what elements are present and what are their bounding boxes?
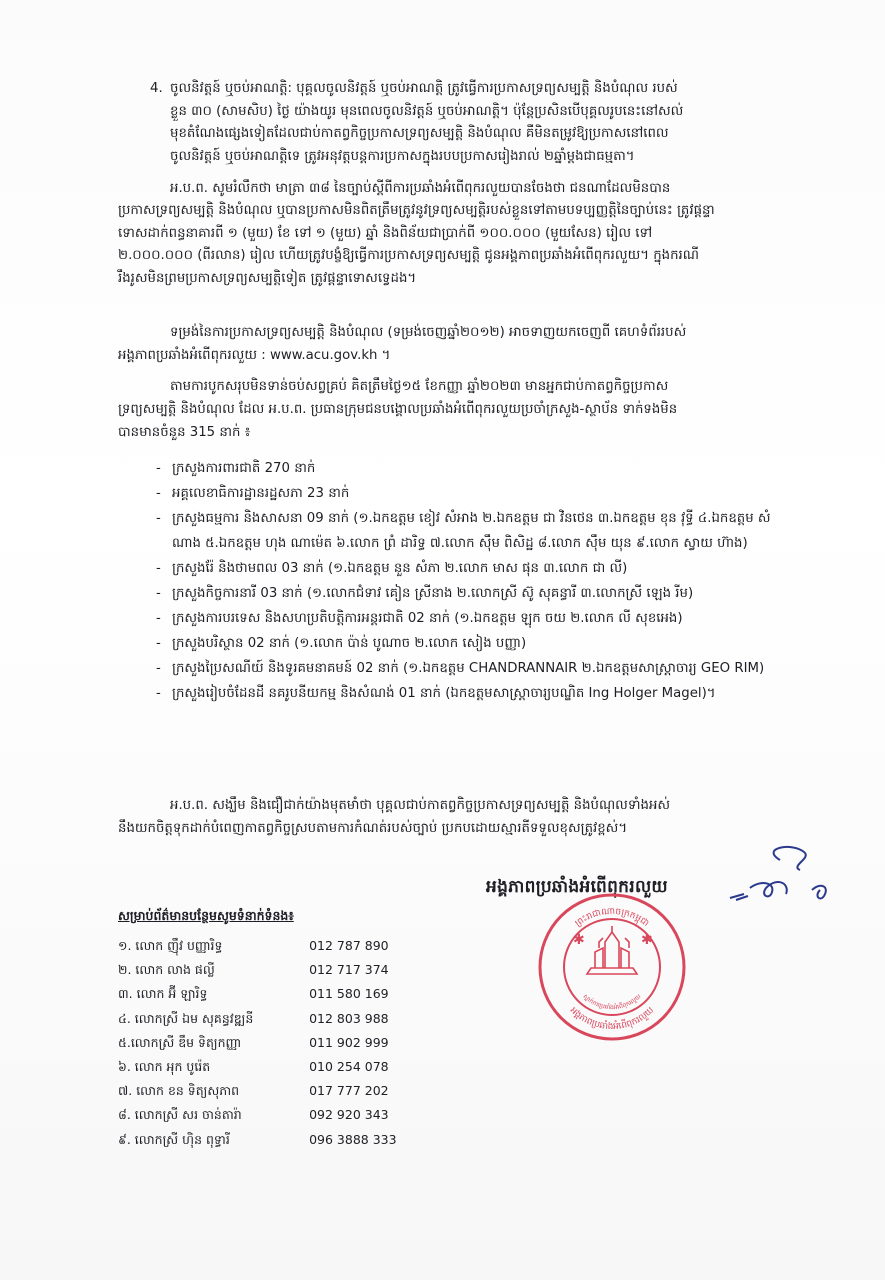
section4-line: ចូលនិវត្តន៍ ឬចប់អាណត្តិ: បុគ្គលចូលនិវត្តន៍ ឬចប់អាណត្តិ ត្រូវធ្វើការប្រកាសទ្រព្យសម្បត្តិ និងបំណុល របស់: [170, 81, 678, 96]
svg-text:ស្នាក់ការប្រឆាំងអំពើពុករលួយ: [582, 993, 643, 1011]
forms-paragraph: [170, 322, 790, 345]
ministry-item: - ក្រសួងការពារជាតិ 270 នាក់: [156, 456, 796, 481]
contact-name: ៧. លោក ខន ទិត្យសុភាព: [118, 1083, 240, 1099]
section4-line: ចូលនិវត្តន៍ ឬចប់អាណត្តិទេ ត្រូវអនុវត្តបន្តការប្រកាសក្នុងរបបប្រកាសរៀងរាល់ ២ឆ្នាំម្តងជាធម្មតា។: [170, 148, 635, 164]
contact-name: ៦. លោក អុក បូរ៉េត: [118, 1058, 211, 1074]
ministry-item: - ក្រសួងធម្មការ និងសាសនា 09 នាក់ (១.ឯកឧត្តម ខៀវ សំអាង ២.ឯកឧត្តម ជា វិនថេន ៣.ឯកឧត្តម ខុន វុទ្ធី ៤.ឯកឧត្តម សំ ណាង ៥.ឯកឧត្តម ហុង ណាម៉េត ៦.លោក ព្រំ ដារិទ្ធ ៧.លោក ស៊ឹម ពិសិដ្ឋ ៨.លោក ស៊ឹម យុន ៩.លោក ស្វាយ ហ៊ាង): [156, 506, 796, 556]
contact-phone[interactable]: 011 902 999: [309, 1034, 389, 1050]
contact-name: ៨. លោកស្រី សរ ចាន់តារ៉ា: [118, 1107, 242, 1123]
svg-text:ព្រះរាជាណាចក្រកម្ពុជា: [574, 907, 651, 929]
ministry-item: - ក្រសួងការបរទេស និងសហប្រតិបត្តិការអន្តរជាតិ 02 នាក់ (១.ឯកឧត្តម ឡុក ចយ ២.លោក លី សុខអេង): [156, 606, 796, 631]
contact-phone[interactable]: 012 803 988: [309, 1010, 389, 1026]
forms-paragraph-cont: [118, 345, 790, 368]
closing-line: អ.ប.ព. សង្ឃឹម និងជឿជាក់យ៉ាងមុតមាំថា បុគ្គលជាប់កាតព្វកិច្ចប្រកាសទ្រព្យសម្បត្តិ និងបំណុលទាំងអស់: [170, 798, 671, 813]
contact-phone[interactable]: 012 787 890: [309, 938, 389, 953]
section4-line: ខ្លួន ៣០ (សាមសិប) ថ្ងៃ យ៉ាងយូរ មុនពេលចូលនិវត្តន៍ ឬចប់អាណត្តិ។ ប៉ុន្តែប្រសិនបើបុគ្គលរូបនេះនៅសល់: [170, 103, 684, 119]
contact-name: ២. លោក លាង ផល្លី: [118, 962, 215, 978]
contact-row: [118, 1055, 418, 1079]
contact-row: [118, 1007, 418, 1031]
contact-name: ៩. លោកស្រី ហ៊ិន ពុទ្ធារី: [118, 1131, 230, 1147]
contact-phone[interactable]: 010 254 078: [309, 1058, 389, 1074]
section-number: 4.: [150, 81, 163, 96]
contact-row: [118, 934, 418, 958]
ministry-item: - អគ្គលេខាធិការដ្ឋានរដ្ឋសភា 23 នាក់: [156, 481, 796, 506]
ministry-item: - ក្រសួងកិច្ចការនារី 03 នាក់ (១.លោកជំទាវ គៀន ស្រីនាង ២.លោកស្រី ស៊ូ សុគន្ធារី ៣.លោកស្រី ឡេង រីម): [156, 581, 796, 606]
contact-row: [118, 1128, 418, 1152]
contact-name: ៤. លោកស្រី ឯម សុគន្ធវឌ្ឍនី: [118, 1010, 254, 1026]
stats-paragraph-cont: [118, 399, 790, 444]
contact-row: [118, 1103, 418, 1127]
contact-name: ៣. លោក អ៊ី ឡារិទ្ធ: [118, 986, 208, 1002]
seal-top-text: ព្រះរាជាណាចក្រកម្ពុជា: [573, 906, 651, 929]
contact-phone[interactable]: 011 580 169: [309, 986, 389, 1002]
seal-star-icon: ✱: [573, 932, 585, 948]
contact-phone[interactable]: 096 3888 333: [309, 1131, 397, 1147]
ministry-item: - ក្រសួងរ៉ែ និងថាមពល 03 នាក់ (១.ឯកឧត្តម នួន សំភា ២.លោក មាស ផុន ៣.លោក ជា លី): [156, 556, 796, 581]
reminder-line: ទោសដាក់ពន្ធនាគារពី ១ (មួយ) ខែ ទៅ ១ (មួយ) ឆ្នាំ និងពិន័យជាប្រាក់ពី ១០០.០០០ (មួយសែន) រៀល ទៅ: [118, 225, 653, 241]
official-seal: [537, 892, 687, 1042]
section4-line: មុខតំណែងផ្សេងទៀតដែលជាប់កាតព្វកិច្ចប្រកាសទ្រព្យសម្បត្តិ និងបំណុល គឺមិនតម្រូវឱ្យប្រកាសនៅពេល: [170, 126, 669, 141]
section4-paragraph: [170, 78, 790, 168]
reminder-line: ប្រកាសទ្រព្យសម្បត្តិ និងបំណុល ឬបានប្រកាសមិនពិតត្រឹមត្រូវនូវទ្រព្យសម្បត្តិរបស់ខ្លួនទៅតាមបទប្បញ្ញត្តិនៃច្បាប់នេះ ត្រូវផ្តន្ទា: [118, 203, 715, 218]
contact-phone[interactable]: 092 920 343: [309, 1107, 389, 1123]
ministry-item: - ក្រសួងបរិស្ថាន 02 នាក់ (១.លោក ប៉ាន់ បូណាច ២.លោក សៀង បញ្ញា): [156, 631, 796, 656]
ministry-list: [156, 456, 796, 706]
reminder-line: ២.០០០.០០០ (ពីរលាន) រៀល ហើយត្រូវបង្ខំឱ្យធ្វើការប្រកាសទ្រព្យសម្បត្តិ ជូនអង្គភាពប្រឆាំងអំពើពុករលួយ។ ក្នុងករណី: [118, 248, 699, 263]
stats-line: បានមានចំនួន 315 នាក់ ៖: [118, 424, 251, 440]
temple-icon: [587, 926, 637, 974]
contact-phone[interactable]: 012 717 374: [309, 962, 389, 978]
reminder-paragraph-cont: [118, 200, 790, 290]
agency-name: អង្គភាពប្រឆាំងអំពើពុករលួយ: [486, 877, 668, 897]
stats-paragraph: [170, 376, 790, 399]
closing-line: នឹងយកចិត្តទុកដាក់បំពេញកាតព្វកិច្ចស្របតាមការកំណត់របស់ច្បាប់ ប្រកបដោយស្មារតីទទួលខុសត្រូវខ្ពស់។: [118, 821, 628, 836]
contact-phone[interactable]: 017 777 202: [309, 1083, 389, 1099]
reminder-paragraph: [118, 178, 790, 201]
closing-paragraph: [170, 795, 790, 818]
contact-name: ៥.លោកស្រី ឌឹម ទិត្យកញ្ញា: [118, 1034, 242, 1050]
seal-inner-text: ស្នាក់ការប្រឆាំងអំពើពុករលួយ: [581, 993, 643, 1012]
contact-name: ១. លោក ញ៉ឹវ បញ្ញារិទ្ធ: [118, 938, 223, 953]
reminder-line: អ.ប.ព. សូមរំលឹកថា មាត្រា ៣៨ នៃច្បាប់ស្តីពីការប្រឆាំងអំពើពុករលួយបានចែងថា ជនណាដែលមិនបាន: [170, 181, 671, 196]
contacts-list: [118, 934, 418, 1152]
seal-star-icon: ✱: [641, 932, 653, 948]
contacts-title: សម្រាប់ព័ត៌មានបន្ថែមសូមទំនាក់ទំនង៖: [118, 908, 294, 923]
contact-row: [118, 1031, 418, 1055]
contact-row: [118, 1079, 418, 1103]
reminder-line: រឹងរូសមិនព្រមប្រកាសទ្រព្យសម្បត្តិទៀត ត្រូវផ្តន្ទាទោសទ្វេដង។: [118, 270, 417, 286]
contact-row: [118, 982, 418, 1006]
stats-line: តាមការបូកសរុបមិនទាន់ចប់សព្វគ្រប់ គិតត្រឹមថ្ងៃ១៥ ខែកញ្ញា ឆ្នាំ២០២៣ មានអ្នកជាប់កាតព្វកិច្ចប្រកាស: [170, 379, 669, 394]
ministry-item: - ក្រសួងប្រៃសណីយ៍ និងទូរគមនាគមន៍ 02 នាក់ (១.ឯកឧត្តម CHANDRANNAIR ២.ឯកឧត្តមសាស្ត្រាចារ្យ GEO RIM): [156, 656, 796, 681]
ministry-item: - ក្រសួងរៀបចំដែនដី នគរូបនីយកម្ម និងសំណង់ 01 នាក់ (ឯកឧត្តមសាស្ត្រាចារ្យបណ្ឌិត Ing Holger Magel)។: [156, 681, 796, 706]
forms-line: ទម្រង់នៃការប្រកាសទ្រព្យសម្បត្តិ និងបំណុល (ទម្រង់ចេញឆ្នាំ២០១២) អាចទាញយកចេញពី គេហទំព័ររបស់: [170, 325, 687, 340]
seal-bottom-text: អង្គភាពប្រឆាំងអំពើពុករលួយ: [567, 1005, 657, 1033]
contact-row: [118, 958, 418, 982]
stats-line: ទ្រព្យសម្បត្តិ និងបំណុល ដែល អ.ប.ព. ប្រធានក្រុមជនបង្គោលប្រឆាំងអំពើពុករលួយប្រចាំក្រសួង-ស្ថាប័ន ទាក់ទងមិន: [118, 402, 678, 417]
forms-line-website[interactable]: អង្គភាពប្រឆាំងអំពើពុករលួយ : www.acu.gov.kh ។: [118, 348, 391, 363]
signature-graphic: [720, 840, 840, 910]
closing-paragraph-cont: [118, 818, 790, 841]
